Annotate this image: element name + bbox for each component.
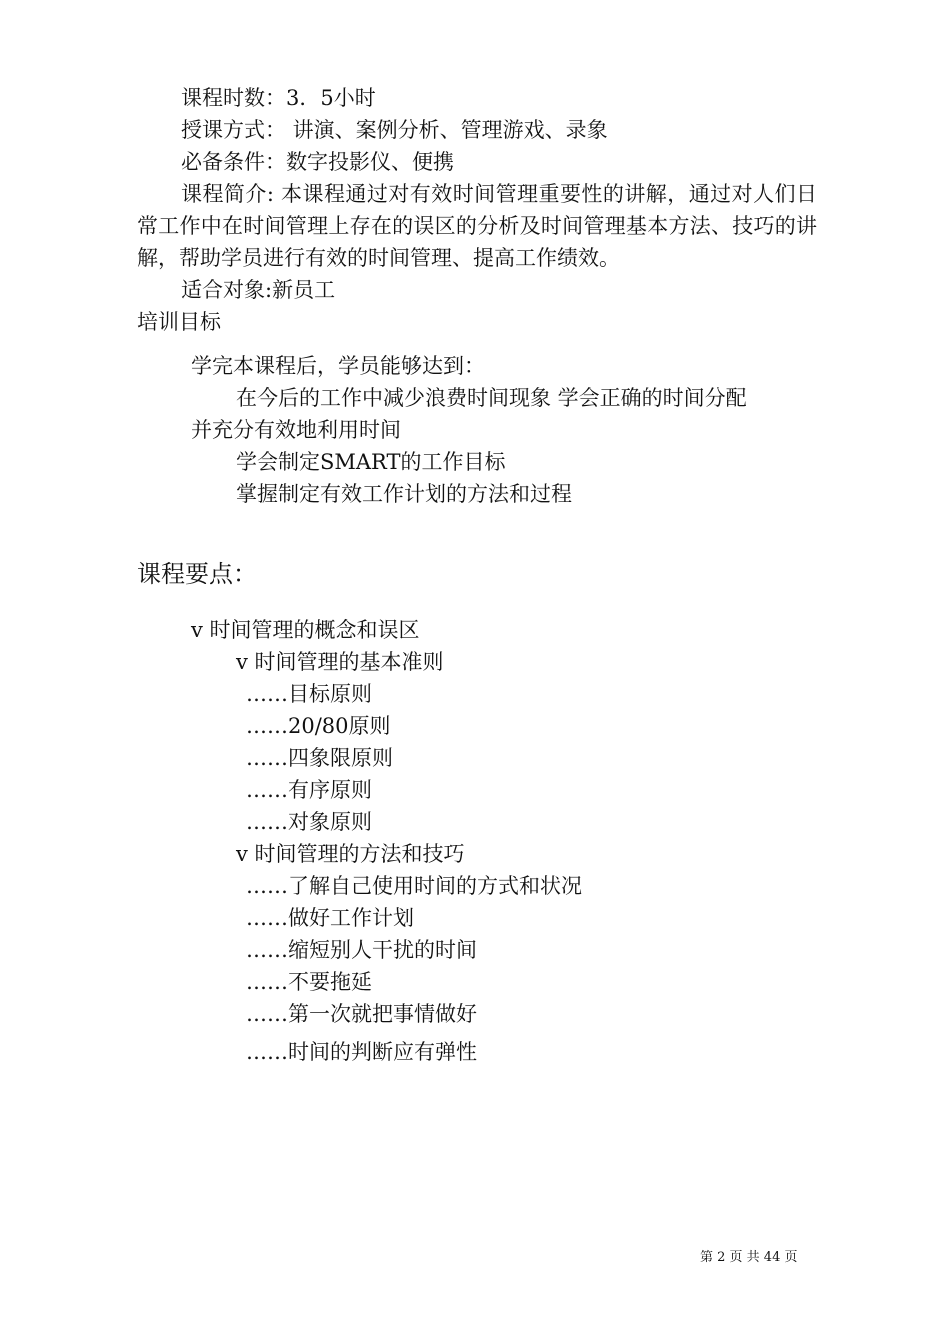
section1-item: ……四象限原则 — [246, 746, 393, 770]
section1-item: ……有序原则 — [246, 778, 372, 802]
section1-title: v 时间管理的基本准则 — [236, 650, 444, 674]
section2-item: ……做好工作计划 — [246, 906, 414, 930]
goal-item-1-continued: 并充分有效地利用时间 — [191, 418, 401, 442]
key-points-heading: 课程要点： — [137, 560, 257, 588]
goal-item-1: 在今后的工作中减少浪费时间现象 学会正确的时间分配 — [236, 386, 747, 410]
course-intro: 课程简介: 本课程通过对有效时间管理重要性的讲解，通过对人们日常工作中在时间管理上存在的误区的分析及时间管理基本方法、技巧的讲解，帮助学员进行有效的时间管理、提高工作绩效。 — [137, 182, 817, 270]
section2-item: ……第一次就把事情做好 — [246, 1002, 477, 1026]
goals-heading: 培训目标 — [137, 310, 221, 334]
goals-lead: 学完本课程后，学员能够达到： — [191, 354, 485, 378]
course-hours: 课程时数：3．5小时 — [181, 86, 376, 110]
course-requirements: 必备条件：数字投影仪、便携 — [181, 150, 454, 174]
section2-item: ……了解自己使用时间的方式和状况 — [246, 874, 582, 898]
section2-title: v 时间管理的方法和技巧 — [236, 842, 465, 866]
section1-item: ……对象原则 — [246, 810, 372, 834]
section2-item: ……不要拖延 — [246, 970, 372, 994]
course-audience: 适合对象:新员工 — [181, 278, 336, 302]
goal-item-2: 学会制定SMART的工作目标 — [236, 450, 506, 474]
section1-item: ……目标原则 — [246, 682, 372, 706]
section1-item: ……20/80原则 — [246, 714, 391, 738]
key-point-level1: v 时间管理的概念和误区 — [191, 618, 420, 642]
section2-item: ……缩短别人干扰的时间 — [246, 938, 477, 962]
section2-item: ……时间的判断应有弹性 — [246, 1040, 477, 1064]
course-method: 授课方式： 讲演、案例分析、管理游戏、录象 — [181, 118, 608, 142]
goal-item-3: 掌握制定有效工作计划的方法和过程 — [236, 482, 572, 506]
page-number-footer: 第 2 页 共 44 页 — [700, 1250, 798, 1265]
